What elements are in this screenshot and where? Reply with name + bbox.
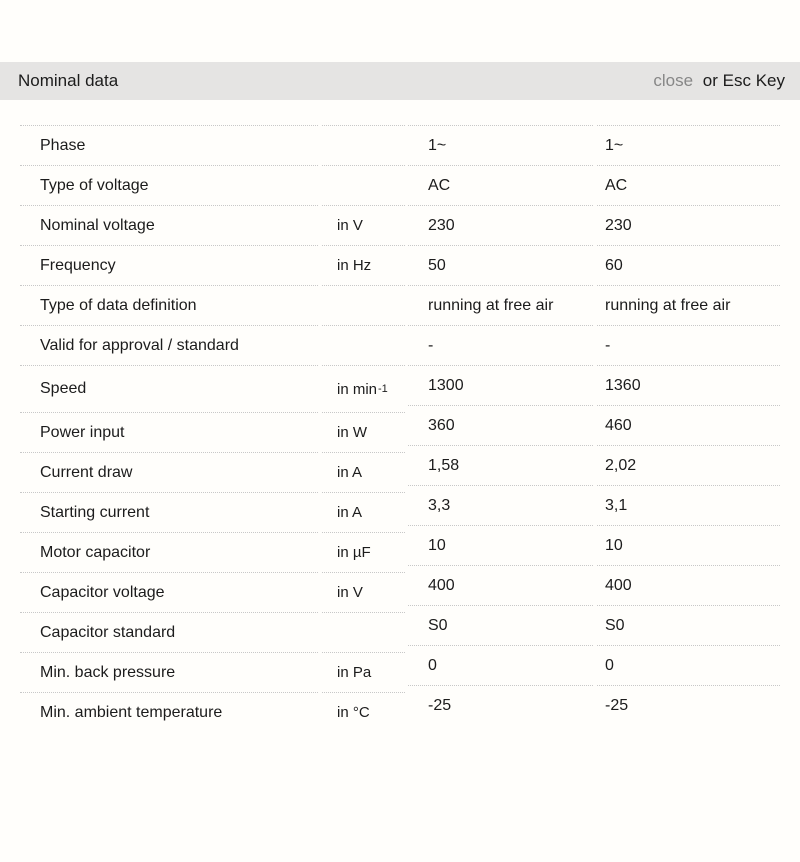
row-value-1: AC [408,165,593,205]
row-label: Speed [20,365,318,412]
row-value-1: 1,58 [408,445,593,485]
row-label: Power input [20,412,318,452]
labels-column [20,125,405,732]
table-row-values [408,325,780,365]
row-value-1: running at free air [408,285,593,325]
row-value-2: - [597,325,780,365]
row-value-1: S0 [408,605,593,645]
row-label: Min. ambient temperature [20,692,318,732]
row-unit: in V [322,205,405,245]
table-row-labels [20,365,405,412]
values-column [408,125,780,725]
table-row-values [408,525,780,565]
row-value-1: 400 [408,565,593,605]
table-row-values [408,205,780,245]
row-unit [322,125,405,165]
row-value-2: 400 [597,565,780,605]
table-row-values [408,125,780,165]
row-value-2: running at free air [597,285,780,325]
row-unit [322,325,405,365]
row-unit [322,285,405,325]
row-value-2: 230 [597,205,780,245]
row-label: Capacitor voltage [20,572,318,612]
esc-key-hint: or Esc Key [702,71,785,90]
close-button[interactable]: close [653,71,694,90]
row-label: Capacitor standard [20,612,318,652]
table-row-labels [20,532,405,572]
table-row-labels [20,652,405,692]
nominal-data-table [20,125,780,732]
table-row-values [408,685,780,725]
row-unit: in V [322,572,405,612]
row-label: Type of voltage [20,165,318,205]
table-row-labels [20,205,405,245]
table-row-labels [20,612,405,652]
row-unit [322,612,405,652]
row-value-2: 1~ [597,125,780,165]
table-row-labels [20,165,405,205]
table-row-labels [20,452,405,492]
row-unit [322,165,405,205]
table-row-labels [20,412,405,452]
row-label: Starting current [20,492,318,532]
row-value-1: 3,3 [408,485,593,525]
row-unit: in Pa [322,652,405,692]
table-row-labels [20,125,405,165]
close-area [653,71,785,91]
row-unit: in min -1 [322,365,405,412]
row-unit: in µF [322,532,405,572]
row-label: Motor capacitor [20,532,318,572]
row-value-1: 1300 [408,365,593,405]
table-row-values [408,485,780,525]
row-label: Phase [20,125,318,165]
table-row-labels [20,285,405,325]
table-row-values [408,405,780,445]
row-value-2: 0 [597,645,780,685]
table-row-values [408,165,780,205]
row-value-1: 10 [408,525,593,565]
row-label: Nominal voltage [20,205,318,245]
row-value-2: S0 [597,605,780,645]
row-value-2: 1360 [597,365,780,405]
row-label: Frequency [20,245,318,285]
row-value-1: - [408,325,593,365]
modal-header [0,62,800,100]
table-row-values [408,605,780,645]
row-value-1: 0 [408,645,593,685]
table-row-labels [20,692,405,732]
row-unit: in Hz [322,245,405,285]
row-unit: in A [322,452,405,492]
row-label: Min. back pressure [20,652,318,692]
table-row-values [408,645,780,685]
row-value-2: -25 [597,685,780,725]
table-row-values [408,565,780,605]
table-row-labels [20,572,405,612]
row-value-2: 3,1 [597,485,780,525]
row-value-2: AC [597,165,780,205]
row-unit: in A [322,492,405,532]
row-label: Valid for approval / standard [20,325,318,365]
row-value-2: 460 [597,405,780,445]
table-row-labels [20,492,405,532]
row-label: Type of data definition [20,285,318,325]
table-row-values [408,445,780,485]
row-value-2: 2,02 [597,445,780,485]
table-row-labels [20,325,405,365]
table-row-labels [20,245,405,285]
row-value-2: 10 [597,525,780,565]
row-value-1: 1~ [408,125,593,165]
row-value-1: 230 [408,205,593,245]
table-row-values [408,285,780,325]
modal-title: Nominal data [18,71,119,90]
row-value-1: -25 [408,685,593,725]
row-label: Current draw [20,452,318,492]
row-value-1: 360 [408,405,593,445]
row-unit: in W [322,412,405,452]
table-row-values [408,245,780,285]
row-value-2: 60 [597,245,780,285]
table-row-values [408,365,780,405]
row-unit: in °C [322,692,405,732]
row-value-1: 50 [408,245,593,285]
